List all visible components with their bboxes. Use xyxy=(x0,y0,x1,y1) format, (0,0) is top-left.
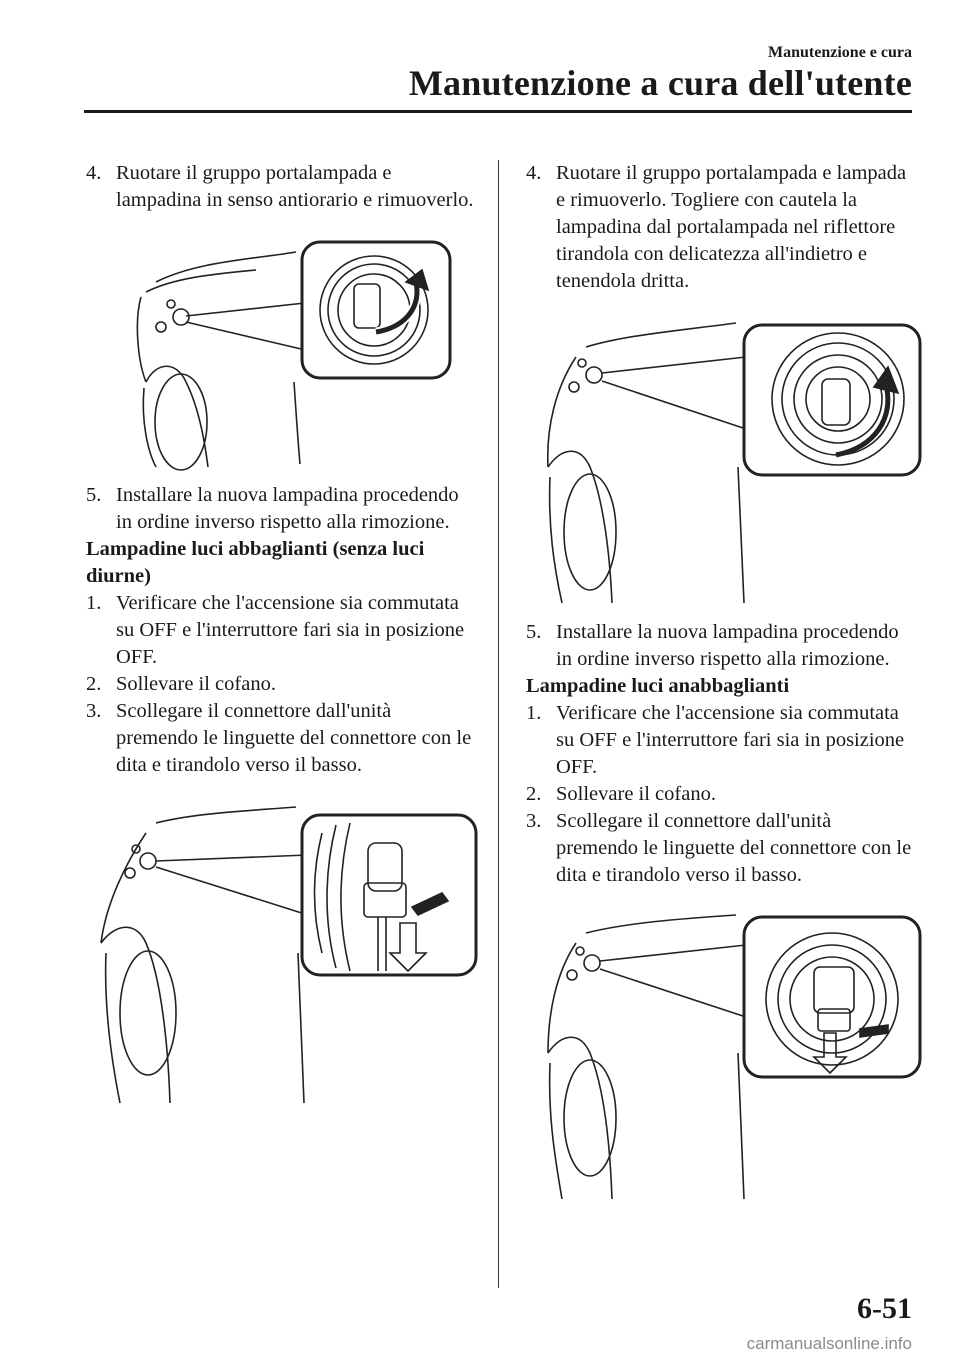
page-number: 6-51 xyxy=(857,1292,912,1325)
step-text: Installare la nuova lampadina procedendo in ordine inverso rispetto alla rimozione. xyxy=(116,484,459,533)
step-4-rotate-holder xyxy=(526,160,916,295)
step-text: Sollevare il cofano. xyxy=(116,673,276,695)
step-number: 3. xyxy=(526,810,542,832)
list-item xyxy=(526,781,916,808)
figure-disconnect-connector-illustration xyxy=(86,803,486,1113)
list-item xyxy=(86,590,476,671)
step-text: Verificare che l'accensione sia commutata su OFF e l'interruttore fari sia in posizione OFF. xyxy=(116,592,465,668)
step-number: 1. xyxy=(526,702,542,724)
step-number: 4. xyxy=(526,162,542,184)
step-number: 4. xyxy=(86,162,102,184)
header-section-small: Manutenzione e cura xyxy=(768,44,912,61)
step-text: Ruotare il gruppo portalampada e lampadina in senso antiorario e rimuoverlo. xyxy=(116,162,474,211)
step-5-install-bulb xyxy=(86,482,476,536)
step-text: Sollevare il cofano. xyxy=(556,783,716,805)
figure-rotate-lamp-holder-illustration xyxy=(526,317,926,607)
step-text: Installare la nuova lampadina procedendo in ordine inverso rispetto alla rimozione. xyxy=(556,621,899,670)
list-item xyxy=(526,700,916,781)
section-heading-low-beam: Lampadine luci anabbaglianti xyxy=(526,675,790,697)
step-4-rotate-holder xyxy=(86,160,476,214)
list-item xyxy=(86,698,476,779)
step-5-install-bulb xyxy=(526,619,916,673)
page-title: Manutenzione a cura dell'utente xyxy=(408,63,912,103)
step-number: 2. xyxy=(526,783,542,805)
left-column xyxy=(86,160,476,1113)
step-number: 3. xyxy=(86,700,102,722)
figure-disconnect-low-beam-connector-illustration xyxy=(526,913,926,1203)
figure-rotate-bulb-holder-illustration xyxy=(86,232,476,472)
header-rule xyxy=(84,110,912,113)
step-number: 5. xyxy=(526,621,542,643)
section-heading-high-beam: Lampadine luci abbaglianti (senza luci diurne) xyxy=(86,538,425,587)
step-text: Ruotare il gruppo portalampada e lampada e rimuoverlo. Togliere con cautela la lampadina dal portalampada nel riflettore tirandola con delicatezza all'indietro e tenendola dritta. xyxy=(556,162,907,292)
right-column xyxy=(526,160,916,1203)
list-item xyxy=(526,808,916,889)
step-text: Verificare che l'accensione sia commutata su OFF e l'interruttore fari sia in posizione OFF. xyxy=(556,702,905,778)
step-number: 1. xyxy=(86,592,102,614)
column-divider xyxy=(498,160,499,1288)
list-item xyxy=(86,671,476,698)
watermark: carmanualsonline.info xyxy=(746,1334,912,1353)
step-text: Scollegare il connettore dall'unità premendo le linguette del connettore con le dita e tirandolo verso il basso. xyxy=(116,700,472,776)
step-text: Scollegare il connettore dall'unità premendo le linguette del connettore con le dita e tirandolo verso il basso. xyxy=(556,810,912,886)
step-number: 2. xyxy=(86,673,102,695)
step-number: 5. xyxy=(86,484,102,506)
